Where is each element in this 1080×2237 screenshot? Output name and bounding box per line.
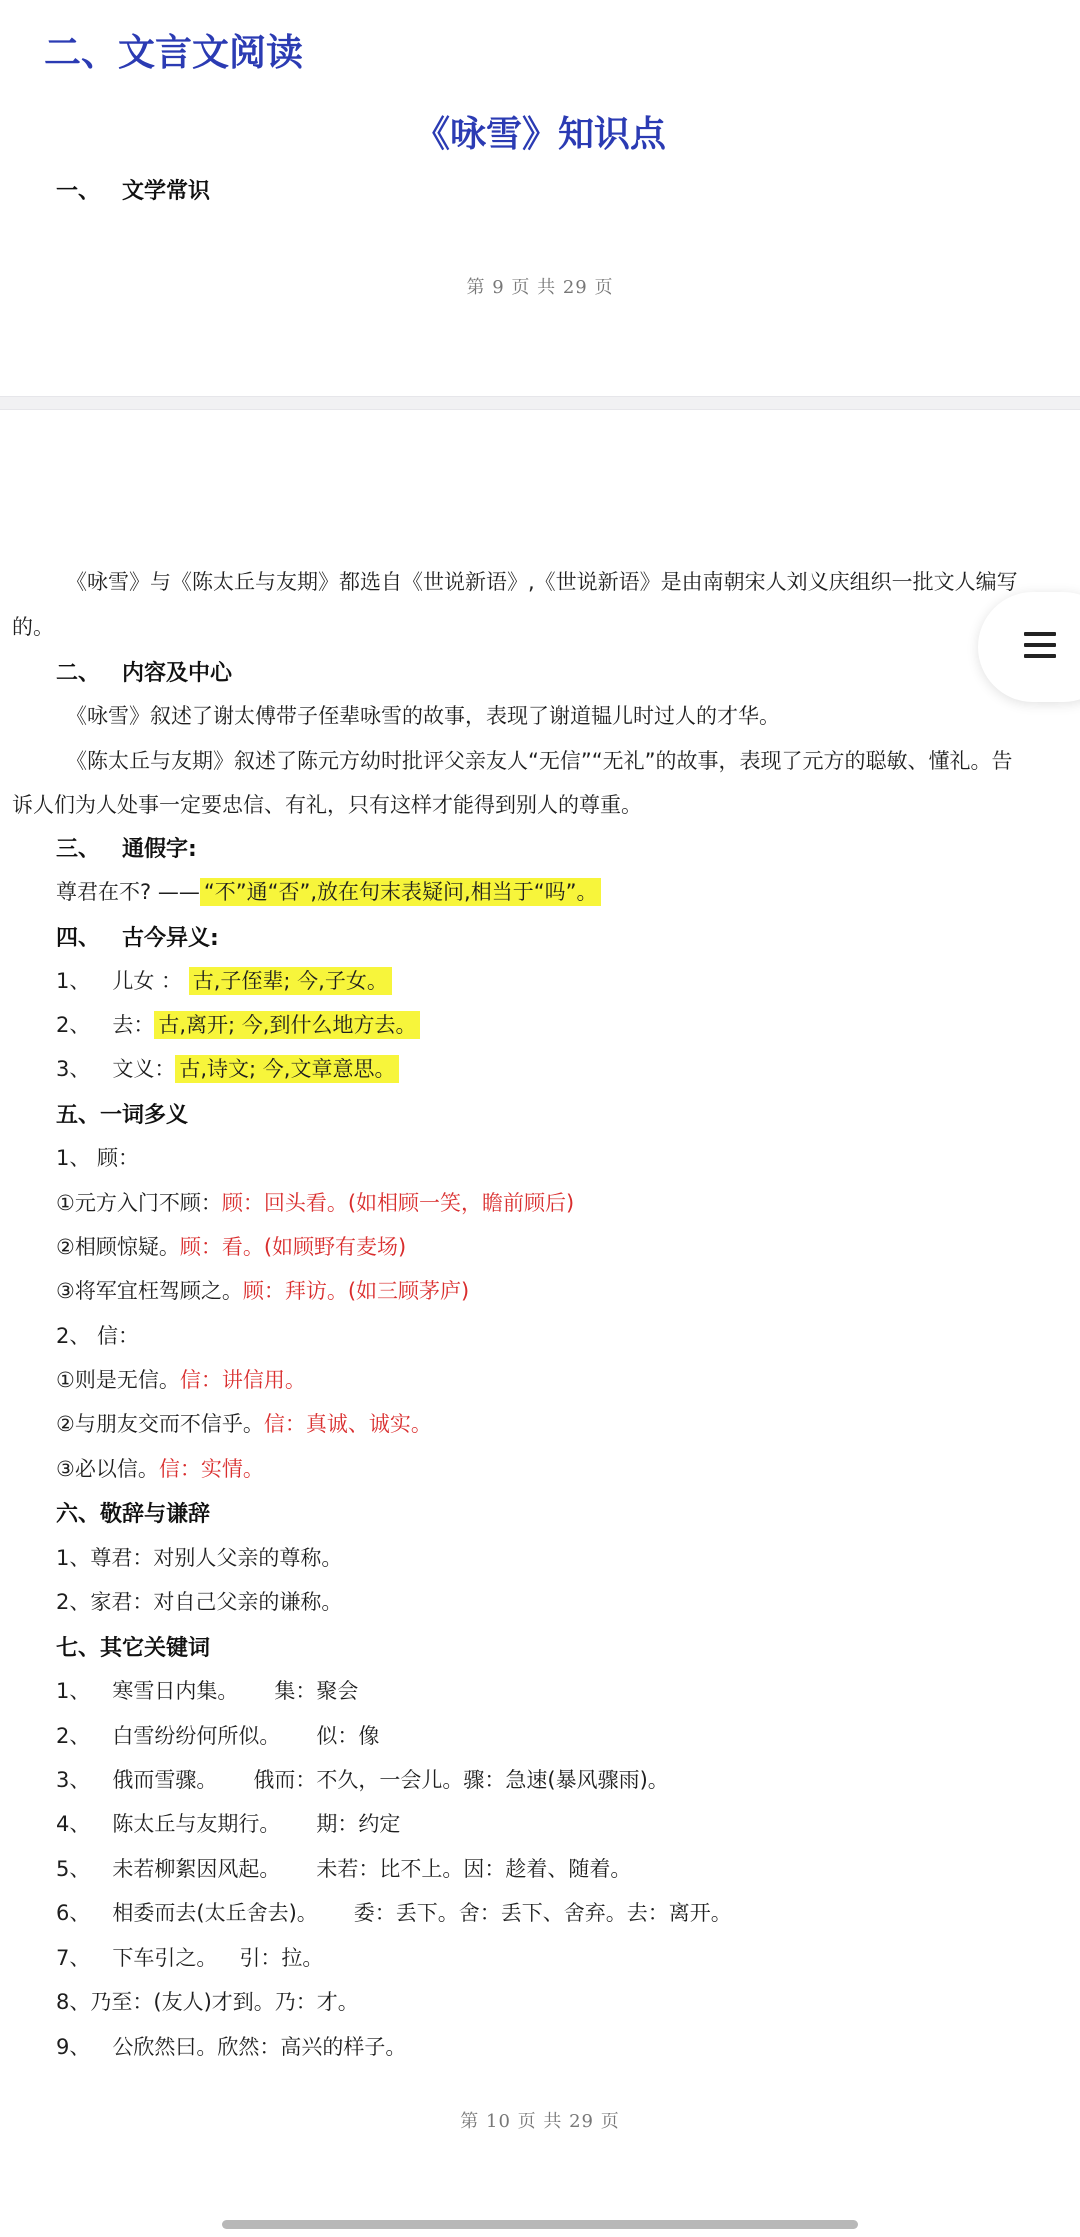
page-footer-9: 第 9 页 共 29 页 [466, 277, 614, 298]
item-number: 3、 [56, 1057, 91, 1081]
tongjiazi-example: 尊君在不? —— [56, 880, 200, 904]
item-meaning: 古,离开; 今,到什么地方去。 [154, 1011, 420, 1039]
polysemy-xin-head: 2、 信： [56, 1324, 140, 1348]
meaning: 信：讲信用。 [179, 1368, 306, 1392]
heading-tongjiazi [56, 832, 197, 863]
item-number: 7、 [56, 1946, 91, 1970]
item-number: 4、 [56, 1812, 91, 1836]
heading-gujin-yiyi [56, 921, 219, 952]
keyword-sentence: 陈太丘与友期行。 [112, 1812, 281, 1836]
intro-line-2: 的。 [12, 615, 54, 639]
polysemy-item [56, 1231, 406, 1261]
honorific-item: 2、家君：对自己父亲的谦称。 [56, 1590, 343, 1614]
page-footer-10: 第 10 页 共 29 页 [460, 2111, 620, 2132]
home-indicator[interactable] [222, 2220, 858, 2229]
keyword-gloss: 似：像 [316, 1724, 380, 1748]
sentence: ②与朋友交而不信乎。 [56, 1412, 264, 1436]
keyword-item [56, 1720, 379, 1750]
floating-menu-button[interactable] [978, 592, 1080, 702]
page-separator [0, 396, 1080, 410]
item-number: 2、 [56, 1013, 91, 1037]
keyword-item [56, 1986, 359, 2016]
polysemy-item [56, 1364, 306, 1394]
keyword-item [56, 1675, 358, 1705]
polysemy-gu-head: 1、 顾： [56, 1146, 140, 1170]
meaning: 信：实情。 [158, 1457, 264, 1481]
item-number: 2、 [56, 1724, 91, 1748]
meaning: 信：真诚、诚实。 [263, 1412, 432, 1436]
keyword-item [56, 1853, 631, 1883]
keyword-gloss: 委：丢下。舍：丢下、舍弃。去：离开。 [353, 1901, 732, 1925]
keyword-item [56, 2031, 406, 2061]
sentence: ①则是无信。 [56, 1368, 180, 1392]
keyword-sentence: 相委而去(太丘舍去)。 [112, 1901, 318, 1925]
content-paragraph-2-line-2: 诉人们为人处事一定要忠信、有礼，只有这样才能得到别人的尊重。 [12, 793, 642, 817]
item-number: 6、 [56, 1901, 91, 1925]
heading-honorifics: 六、敬辞与谦辞 [56, 1502, 211, 1527]
polysemy-item [56, 1408, 432, 1438]
sentence: ②相顾惊疑。 [56, 1235, 180, 1259]
item-number: 1、 [56, 969, 91, 993]
item-number: 5、 [56, 1857, 91, 1881]
item-number: 8、 [56, 1990, 91, 2014]
polysemy-item [56, 1187, 574, 1217]
heading-number: 二、 [56, 661, 101, 686]
sentence: ①元方入门不顾： [56, 1191, 222, 1215]
tongjiazi-line [56, 876, 601, 906]
keyword-gloss: 俄而：不久，一会儿。骤：急速(暴风骤雨)。 [253, 1768, 669, 1792]
polysemy-item [56, 1453, 264, 1483]
keyword-item [56, 1764, 669, 1794]
intro-line-1: 《咏雪》与《陈太丘与友期》都选自《世说新语》,《世说新语》是由南朝宋人刘义庆组织一批文人编写 [66, 570, 1018, 594]
item-number: 9、 [56, 2035, 91, 2059]
item-word: 去： [112, 1013, 155, 1037]
heading-text: 古今异义: [122, 926, 219, 951]
content-paragraph-2-line-1: 《陈太丘与友期》叙述了陈元方幼时批评父亲友人“无信”“无礼”的故事，表现了元方的聪敏、懂礼。告 [66, 749, 1013, 773]
document-title: 《咏雪》知识点 [413, 114, 666, 155]
keyword-gloss: 集：聚会 [274, 1679, 359, 1703]
item-word: 儿女 ： [112, 969, 183, 993]
item-meaning: 古,子侄辈; 今,子女。 [189, 967, 392, 995]
meaning: 顾：看。(如顾野有麦场) [179, 1235, 407, 1259]
tongjiazi-explanation: “不”通“否”,放在句末表疑问,相当于“吗”。 [200, 878, 602, 906]
content-paragraph-1: 《咏雪》叙述了谢太傅带子侄辈咏雪的故事，表现了谢道韫儿时过人的才华。 [66, 704, 780, 728]
gujin-item [56, 1053, 399, 1083]
heading-text: 文学常识 [122, 179, 211, 204]
keyword-sentence: 俄而雪骤。 [112, 1768, 218, 1792]
keyword-item [56, 1808, 400, 1838]
meaning: 顾：拜访。(如三顾茅庐) [242, 1279, 470, 1303]
gujin-item [56, 965, 392, 995]
meaning: 顾：回头看。(如相顾一笑，瞻前顾后) [221, 1191, 575, 1215]
keyword-item [56, 1897, 732, 1927]
heading-number: 一、 [56, 179, 101, 204]
polysemy-item [56, 1275, 469, 1305]
keyword-item [56, 1942, 323, 1972]
keyword-gloss: 期：约定 [316, 1812, 401, 1836]
heading-text: 内容及中心 [122, 661, 233, 686]
item-number: 1、 [56, 1679, 91, 1703]
keyword-sentence: 公欣然曰。欣然：高兴的样子。 [112, 2035, 407, 2059]
keyword-sentence: 下车引之。 [112, 1946, 218, 1970]
heading-literary-knowledge [56, 174, 210, 205]
keyword-sentence: 未若柳絮因风起。 [112, 1857, 281, 1881]
gujin-item [56, 1009, 420, 1039]
honorific-item: 1、尊君：对别人父亲的尊称。 [56, 1546, 343, 1570]
item-number: 3、 [56, 1768, 91, 1792]
keyword-gloss: 未若：比不上。因：趁着、随着。 [316, 1857, 632, 1881]
heading-text: 通假字: [122, 837, 197, 862]
heading-number: 四、 [56, 926, 101, 951]
item-meaning: 古,诗文; 今,文章意思。 [175, 1055, 399, 1083]
section-heading: 二、文言文阅读 [44, 31, 303, 74]
keyword-sentence: 乃至：(友人)才到。乃：才。 [90, 1990, 359, 2014]
heading-keywords: 七、其它关键词 [56, 1636, 211, 1661]
heading-number: 三、 [56, 837, 101, 862]
heading-content-theme [56, 656, 232, 687]
keyword-gloss: 引：拉。 [239, 1946, 324, 1970]
sentence: ③必以信。 [56, 1457, 159, 1481]
hamburger-menu-icon [1024, 632, 1056, 658]
sentence: ③将军宜枉驾顾之。 [56, 1279, 243, 1303]
keyword-sentence: 寒雪日内集。 [112, 1679, 239, 1703]
keyword-sentence: 白雪纷纷何所似。 [112, 1724, 281, 1748]
heading-polysemy: 五、一词多义 [56, 1103, 189, 1128]
item-word: 文义： [112, 1057, 176, 1081]
